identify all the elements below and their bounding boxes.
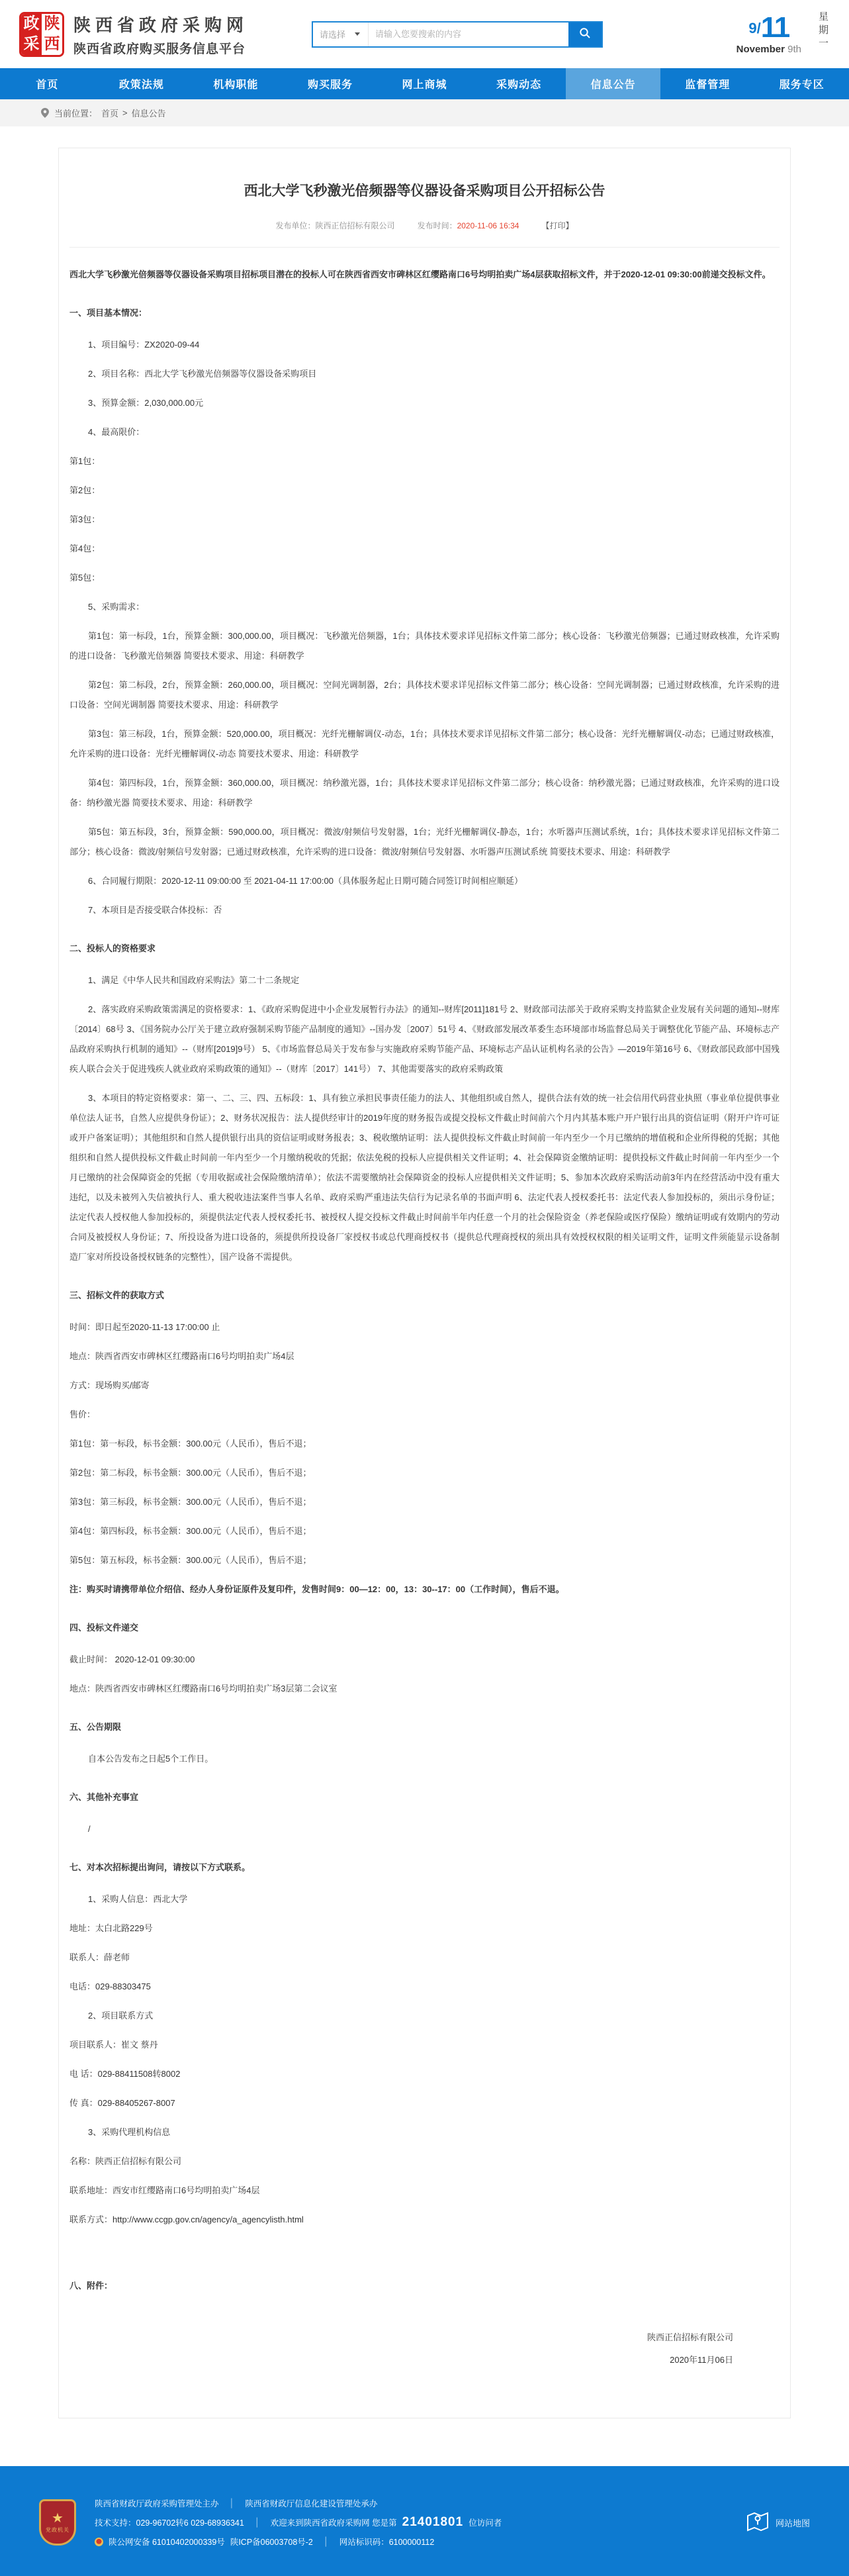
paragraph: 六、其他补充事宜 <box>69 1788 780 1807</box>
map-icon <box>745 2509 770 2536</box>
publisher-label: 发布单位： <box>276 221 316 230</box>
footer-divider: │ <box>230 2499 235 2508</box>
paragraph: 3、本项目的特定资格要求：第一、二、三、四、五标段：1、具有独立承担民事责任能力的法人、其他组织或自然人，提供合法有效的统一社会信用代码营业执照（事业单位提供事业单位法人证书，自然人应提供身份证）；2、财务状况报告：法人提供经审计的2019年度的财务报告或提交投标文件截止时间前六个月内其基本账户开户银行出具的资信证明（附开户许可证或开户备案证明）；其他组织和自然人提供银行出具的资信证明或财务报表；3、税收缴纳证明：法人提供投标文件截止时间前一年内至少一个月已缴纳的增值税和企业所得税的凭据；其他组织和自然人提供投标文件截止时间前一年内至少一个月缴纳税收的凭据；依法免税的投标人应提供相关文件证明；4、社会保障资金缴纳证明：提供投标文件截止时间前一年内至少一个月已缴纳的社会保障资金的凭据（专用收据或社会保险缴纳清单）；依法不需要缴纳社会保障资金的投标人应提供相关文件证明；5、参加本次政府采购活动前3年内在经营活动中没有重大违纪，以及未被列入失信被执行人、重大税收违法案件当事人名单、政府采购严重违法失信行为记录名单的书面声明 6、法定代表人授权委托书：法定代表人参加投标的，须出示身份证；法定代表人授权他人参加投标的，须提供法定代表人授权委托书、被授权人提交投标文件截止时间前半年内任意一个月的社会保险资金（养老保险或医疗保险）缴纳证明或有效期内的劳动合同及被授权人身份证；7、所投设备为进口设备的，须提供所投设备厂家授权书或总代理商授权书（提供总代理商授权的须出具有效授权权限的相关证明文件，证明文件须能显示设备制造厂家对所投设备授权链条的完整性），国产设备不需提供。 <box>69 1088 780 1267</box>
paragraph: 第3包： <box>69 510 780 530</box>
paragraph: 第2包：第二标段，2台，预算金额：260,000.00，项目概况：空间光调制器，2台；具体技术要求详见招标文件第二部分；核心设备：空间光调制器；已通过财政核准，允许采购的进口设备：空间光调制器 简要技术要求、用途：科研教学 <box>69 675 780 715</box>
footer-divider: │ <box>324 2537 329 2546</box>
visitor-count: 21401801 <box>402 2515 464 2530</box>
emblem-star-icon: ★ <box>52 2512 64 2525</box>
logo-char: 陕 <box>42 14 62 34</box>
article-meta <box>69 220 780 248</box>
police-badge-icon <box>95 2538 103 2546</box>
paragraph: 1、满足《中华人民共和国政府采购法》第二十二条规定 <box>69 971 780 990</box>
paragraph: / <box>69 1819 780 1839</box>
date-day: 11 <box>761 11 789 44</box>
paragraph: 传 真：029-88405267-8007 <box>69 2093 780 2113</box>
search-category-value: 请选择 <box>320 28 345 40</box>
paragraph: 七、对本次招标提出询问，请按以下方式联系。 <box>69 1858 780 1878</box>
paragraph: 3、采购代理机构信息 <box>69 2123 780 2142</box>
footer-tech-support: 技术支持：029-96702转6 029-68936341 <box>95 2516 244 2528</box>
logo-char: 政 <box>21 14 42 34</box>
paragraph: 第1包： <box>69 452 780 471</box>
date-display <box>737 13 801 55</box>
nav-item[interactable]: 采购动态 <box>472 68 566 99</box>
paragraph: 二、投标人的资格要求 <box>69 939 780 959</box>
sitemap-label: 网站地图 <box>776 2516 810 2529</box>
chevron-down-icon <box>355 32 360 36</box>
print-button[interactable]: 【打印】 <box>541 221 573 230</box>
search-bar <box>312 21 603 48</box>
paragraph: 五、公告期限 <box>69 1717 780 1737</box>
footer-security-filing[interactable]: 陕公网安备 61010402000339号 <box>109 2536 225 2548</box>
date-ordinal: 9th <box>787 44 801 55</box>
search-input[interactable] <box>369 23 568 46</box>
paragraph: 3、预算金额：2,030,000.00元 <box>69 393 780 413</box>
site-logo[interactable] <box>19 12 64 57</box>
breadcrumb-separator: > <box>122 108 128 118</box>
nav-item[interactable]: 首页 <box>0 68 95 99</box>
announcement-card <box>58 148 791 2418</box>
nav-item[interactable]: 信息公告 <box>566 68 660 99</box>
site-name: 陕西省政府采购网 <box>73 12 248 36</box>
footer-welcome-suffix: 位访问者 <box>469 2516 502 2528</box>
paragraph: 三、招标文件的获取方式 <box>69 1286 780 1306</box>
nav-item[interactable]: 机构职能 <box>189 68 283 99</box>
nav-item[interactable]: 网上商城 <box>377 68 472 99</box>
paragraph: 1、采购人信息：西北大学 <box>69 1889 780 1909</box>
emblem-label: 党政机关 <box>46 2526 69 2534</box>
paragraph: 售价： <box>69 1405 780 1425</box>
paragraph: 四、投标文件递交 <box>69 1618 780 1638</box>
search-icon <box>579 27 591 41</box>
paragraph: 时间：即日起至2020-11-13 17:00:00 止 <box>69 1317 780 1337</box>
paragraph: 项目联系人：崔文 蔡丹 <box>69 2035 780 2055</box>
logo-left-column <box>21 14 42 55</box>
weekday-label: 星期一 <box>816 11 830 58</box>
paragraph: 电话：029-88303475 <box>69 1977 780 1997</box>
breadcrumb-label: 当前位置： <box>54 107 97 119</box>
paragraph: 第4包： <box>69 539 780 559</box>
paragraph: 联系方式：http://www.ccgp.gov.cn/agency/a_agencylisth.html <box>69 2210 780 2230</box>
paragraph: 一、项目基本情况： <box>69 303 780 323</box>
paragraph: 2、项目联系方式 <box>69 2006 780 2026</box>
paragraph: 方式：现场购买/邮寄 <box>69 1376 780 1396</box>
paragraph: 地点：陕西省西安市碑林区红缨路南口6号均明拍卖广场3层第二会议室 <box>69 1679 780 1699</box>
search-button[interactable] <box>568 23 602 46</box>
site-subtitle: 陕西省政府购买服务信息平台 <box>73 39 248 57</box>
search-category-select[interactable] <box>313 23 369 46</box>
signature-date: 2020年11月06日 <box>69 2349 733 2371</box>
paragraph: 第3包：第三标段，1台，预算金额：520,000.00，项目概况：光纤光栅解调仪-动态，1台；具体技术要求详见招标文件第二部分；核心设备：光纤光栅解调仪-动态；已通过财政核准，允许采购的进口设备：光纤光栅解调仪-动态 简要技术要求、用途：科研教学 <box>69 724 780 764</box>
paragraph: 4、最高限价： <box>69 422 780 442</box>
nav-item[interactable]: 政策法规 <box>95 68 189 99</box>
signature-block <box>69 2326 780 2371</box>
paragraph: 第1包：第一标段，标书金额：300.00元（人民币），售后不退； <box>69 1434 780 1454</box>
paragraph: 电 话：029-88411508转8002 <box>69 2064 780 2084</box>
sitemap-link[interactable] <box>745 2509 810 2536</box>
page-title: 西北大学飞秒激光倍频器等仪器设备采购项目公开招标公告 <box>69 180 780 200</box>
site-header <box>0 0 849 68</box>
footer-welcome-prefix: 欢迎来到陕西省政府采购网 您是第 <box>271 2516 397 2528</box>
footer-site-code: 网站标识码：6100000112 <box>339 2536 435 2548</box>
paragraph: 6、合同履行期限：2020-12-11 09:00:00 至 2021-04-11 17:00:00（具体服务起止日期可随合同签订时间相应顺延） <box>69 871 780 891</box>
paragraph: 第4包：第四标段，1台，预算金额：360,000.00，项目概况：纳秒激光器，1台；具体技术要求详见招标文件第二部分；核心设备：纳秒激光器；已通过财政核准，允许采购的进口设备：纳秒激光器 简要技术要求、用途：科研教学 <box>69 773 780 813</box>
paragraph: 第5包：第五标段，3台，预算金额：590,000.00，项目概况：微波/射频信号发射器，1台；光纤光栅解调仪-静态，1台；水听器声压测试系统，1台；具体技术要求详见招标文件第二部分；核心设备：微波/射频信号发射器；已通过财政核准，允许采购的进口设备：微波/射频信号发射器、水听器声压测试系统 简要技术要求、用途：科研教学 <box>69 822 780 862</box>
paragraph: 2、项目名称：西北大学飞秒激光倍频器等仪器设备采购项目 <box>69 364 780 384</box>
breadcrumb <box>0 99 849 126</box>
logo-char: 采 <box>21 34 42 55</box>
logo-right-column <box>42 14 62 55</box>
footer-organizer: 陕西省财政厅政府采购管理处主办 <box>95 2497 219 2509</box>
site-footer <box>0 2466 849 2576</box>
paragraph: 第2包：第二标段，标书金额：300.00元（人民币），售后不退； <box>69 1463 780 1483</box>
logo-char: 西 <box>42 34 62 55</box>
date-month-name: November <box>737 44 785 55</box>
location-pin-icon <box>41 108 49 118</box>
paragraph: 第4包：第四标段，标书金额：300.00元（人民币），售后不退； <box>69 1521 780 1541</box>
paragraph: 5、采购需求： <box>69 597 780 617</box>
paragraph: 西北大学飞秒激光倍频器等仪器设备采购项目招标项目潜在的投标人可在陕西省西安市碑林区红缨路南口6号均明拍卖广场4层获取招标文件，并于2020-12-01 09:30:00前递交投标文件。 <box>69 265 780 285</box>
paragraph: 第5包： <box>69 568 780 588</box>
breadcrumb-home[interactable]: 首页 <box>101 107 118 119</box>
paragraph: 7、本项目是否接受联合体投标：否 <box>69 900 780 920</box>
footer-icp-filing[interactable]: 陕ICP备06003708号-2 <box>230 2536 313 2548</box>
paragraph: 第2包： <box>69 481 780 501</box>
brand <box>19 12 304 57</box>
announcement-body <box>69 265 780 2296</box>
paragraph: 截止时间： 2020-12-01 09:30:00 <box>69 1650 780 1670</box>
publisher-value: 陕西正信招标有限公司 <box>316 221 395 230</box>
paragraph: 2、落实政府采购政策需满足的资格要求：1、《政府采购促进中小企业发展暂行办法》的通知--财库[2011]181号 2、财政部司法部关于政府采购支持监狱企业发展有关问题的通知--财库〔2014〕68号 3、《国务院办公厅关于建立政府强制采购节能产品制度的通知》--国办发〔2007〕51号 4、《财政部发展改革委生态环境部市场监督总局关于调整优化节能产品、环境标志产品政府采购执行机制的通知》--（财库[2019]9号） 5、《市场监督总局关于发布参与实施政府采购节能产品、环境标志产品认证机构名录的公告》—2019年第16号 6、《财政部民政部中国残疾人联合会关于促进残疾人就业政府采购政策的通知》--（财库〔2017〕141号） 7、其他需要落实的政府采购政策 <box>69 1000 780 1079</box>
paragraph: 第3包：第三标段，标书金额：300.00元（人民币），售后不退； <box>69 1492 780 1512</box>
paragraph: 联系人：薛老师 <box>69 1948 780 1968</box>
breadcrumb-current[interactable]: 信息公告 <box>132 107 166 119</box>
paragraph: 第1包：第一标段，1台，预算金额：300,000.00，项目概况：飞秒激光倍频器，1台；具体技术要求详见招标文件第二部分；核心设备：飞秒激光倍频器；已通过财政核准，允许采购的进口设备：飞秒激光倍频器 简要技术要求、用途：科研教学 <box>69 626 780 666</box>
signature-company: 陕西正信招标有限公司 <box>69 2326 733 2349</box>
government-emblem <box>39 2499 76 2546</box>
paragraph: 自本公告发布之日起5个工作日。 <box>69 1749 780 1769</box>
paragraph: 八、附件： <box>69 2276 780 2296</box>
paragraph: 地点：陕西省西安市碑林区红缨路南口6号均明拍卖广场4层 <box>69 1347 780 1366</box>
main-nav <box>0 68 849 99</box>
date-month: 9/ <box>748 20 760 36</box>
publish-time-label: 发布时间： <box>418 221 457 230</box>
nav-item[interactable]: 监督管理 <box>660 68 755 99</box>
nav-item[interactable]: 服务专区 <box>755 68 849 99</box>
paragraph: 1、项目编号：ZX2020-09-44 <box>69 335 780 355</box>
nav-item[interactable]: 购买服务 <box>283 68 378 99</box>
publish-time-value: 2020-11-06 16:34 <box>457 221 519 230</box>
paragraph: 联系地址：西安市红缨路南口6号均明拍卖广场4层 <box>69 2181 780 2201</box>
footer-co-organizer: 陕西省财政厅信息化建设管理处承办 <box>245 2497 377 2509</box>
paragraph: 地址：太白北路229号 <box>69 1919 780 1938</box>
footer-divider: │ <box>255 2518 260 2527</box>
paragraph: 注：购买时请携带单位介绍信、经办人身份证原件及复印件，发售时间9：00—12：00，13：30--17：00（工作时间），售后不退。 <box>69 1580 780 1599</box>
paragraph: 第5包：第五标段，标书金额：300.00元（人民币），售后不退； <box>69 1550 780 1570</box>
paragraph: 名称：陕西正信招标有限公司 <box>69 2152 780 2171</box>
